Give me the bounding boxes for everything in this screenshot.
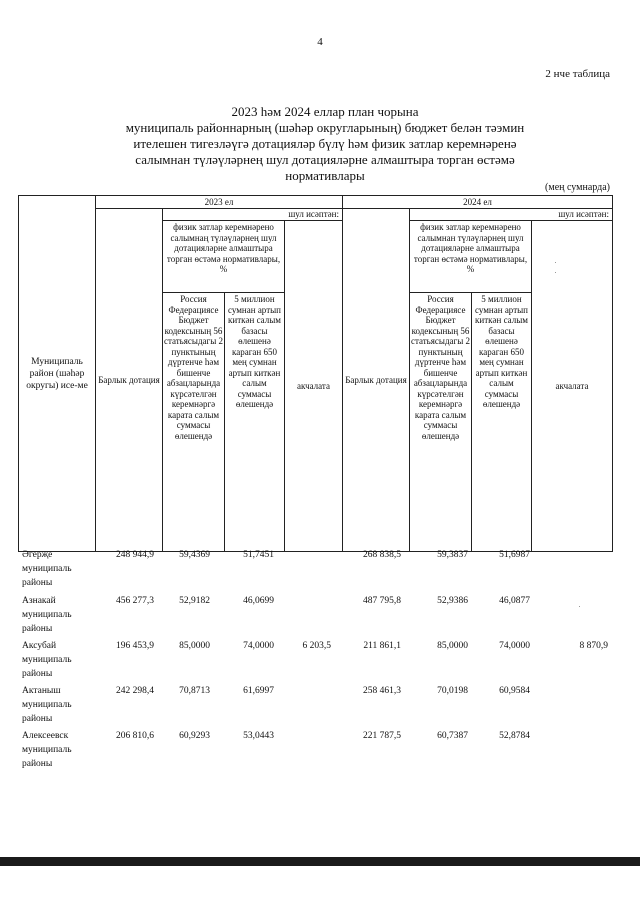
page-number: 4	[317, 36, 323, 48]
row-name: Азнакай муниципаль районы	[22, 596, 72, 634]
cell-fm-2023: 61,6997	[243, 686, 274, 696]
cell-fm-2024: 60,9584	[499, 686, 530, 696]
header-total-dotation-2023: Барлык дотация	[96, 209, 163, 552]
title-line: муниципаль районнарның (шәһәр округларының) бюджет белән тәэмин	[125, 120, 525, 135]
cell-rf-2024: 52,9386	[437, 596, 468, 606]
header-physical-persons-2024: физик затлар керемнәрено салымнан түләүләрнең шул дотацияләрне алмаштыра торган өстәмә нормативлары, %	[410, 221, 532, 293]
cell-rf-2024: 85,0000	[437, 641, 468, 651]
cell-total-2023: 206 810,6	[116, 731, 154, 741]
header-year-2024: 2024 ел	[343, 196, 613, 209]
scan-speck	[555, 262, 556, 263]
cell-total-2024: 487 795,8	[363, 596, 401, 606]
header-name-column: Муниципаль район (шәһәр округы) исе-ме	[19, 196, 96, 552]
cell-rf-2024: 59,3837	[437, 550, 468, 560]
row-name: Алексеевск муниципаль районы	[22, 731, 72, 769]
header-physical-persons-2023: физик затлар керемнәрено салымнаң түләүләрнең шул дотацияләрне алмаштыра торган өстәмә нормативлары, %	[163, 221, 285, 293]
header-cash-2023: акчалата	[285, 221, 343, 552]
title-line: нормативлары	[285, 168, 365, 183]
cell-fm-2023: 51,7451	[243, 550, 274, 560]
header-five-million-2024: 5 миллион сумнан артып киткән салым базасы өлешенә караган 650 мең сумнан артып киткән салым суммасы өлешендә	[472, 293, 532, 552]
cell-total-2024: 258 461,3	[363, 686, 401, 696]
scan-speck	[555, 272, 556, 273]
cell-rf-2024: 60,7387	[437, 731, 468, 741]
cell-rf-2023: 59,4369	[179, 550, 210, 560]
cell-total-2023: 196 453,9	[116, 641, 154, 651]
cell-total-2023: 456 277,3	[116, 596, 154, 606]
cell-rf-2024: 70,0198	[437, 686, 468, 696]
document-title	[80, 104, 570, 184]
header-including-2023: шул исәптән:	[163, 209, 343, 221]
header-rf-budget-code-2023: Россия Федерациясе Бюджет кодексының 56 статьясыдагы 2 пунктының дүртенче һәм бишенче абзацларында күрсәтелгән керемнәргә карата салым суммасы өлешендә	[163, 293, 225, 552]
units-note: (мең сумнарда)	[545, 182, 610, 193]
cell-total-2024: 221 787,5	[363, 731, 401, 741]
cell-fm-2023: 74,0000	[243, 641, 274, 651]
dotation-table	[18, 195, 613, 552]
cell-fm-2024: 46,0877	[499, 596, 530, 606]
cell-rf-2023: 70,8713	[179, 686, 210, 696]
cell-total-2024: 211 861,1	[363, 641, 401, 651]
header-rf-budget-code-2024: Россия Федерациясе Бюджет кодексының 56 статьясыдагы 2 пунктының дүртенче һәм бишенче абзацларында күрсәтелгән керемнәргә карата салым суммасы өлешендә	[410, 293, 472, 552]
cell-rf-2023: 52,9182	[179, 596, 210, 606]
cell-rf-2023: 85,0000	[179, 641, 210, 651]
cell-total-2023: 248 944,9	[116, 550, 154, 560]
row-name: Әгерҗе муниципаль районы	[22, 550, 72, 588]
cell-fm-2024: 74,0000	[499, 641, 530, 651]
cell-cash-2024: 8 870,9	[579, 641, 608, 651]
title-line: салымнан түләүләрнең шул дотацияләрне алмаштыра торган өстәмә	[135, 152, 515, 167]
header-including-2024: шул исәптән:	[410, 209, 613, 221]
header-five-million-2023: 5 миллион сумнан артып киткән салым базасы өлешенә караган 650 мең сумнан артып киткән салым суммасы өлешендә	[225, 293, 285, 552]
cell-fm-2024: 51,6987	[499, 550, 530, 560]
title-line: ителешен тигезләүгә дотацияләр бүлү һәм физик затлар керемнәренә	[133, 136, 517, 151]
row-name: Аксубай муниципаль районы	[22, 641, 72, 679]
table-label: 2 нче таблица	[545, 68, 610, 80]
header-total-dotation-2024: Барлык дотация	[343, 209, 410, 552]
header-year-2023: 2023 ел	[96, 196, 343, 209]
cell-fm-2023: 46,0699	[243, 596, 274, 606]
cell-cash-2023: 6 203,5	[302, 641, 331, 651]
title-line: 2023 һәм 2024 еллар план чорына	[231, 104, 419, 119]
cell-total-2023: 242 298,4	[116, 686, 154, 696]
row-name: Актаныш муниципаль районы	[22, 686, 72, 724]
cell-fm-2023: 53,0443	[243, 731, 274, 741]
cell-fm-2024: 52,8784	[499, 731, 530, 741]
header-cash-2024: акчалата	[532, 221, 613, 552]
scan-edge-bar	[0, 857, 640, 866]
cell-rf-2023: 60,9293	[179, 731, 210, 741]
cell-total-2024: 268 838,5	[363, 550, 401, 560]
scan-speck	[579, 606, 580, 607]
